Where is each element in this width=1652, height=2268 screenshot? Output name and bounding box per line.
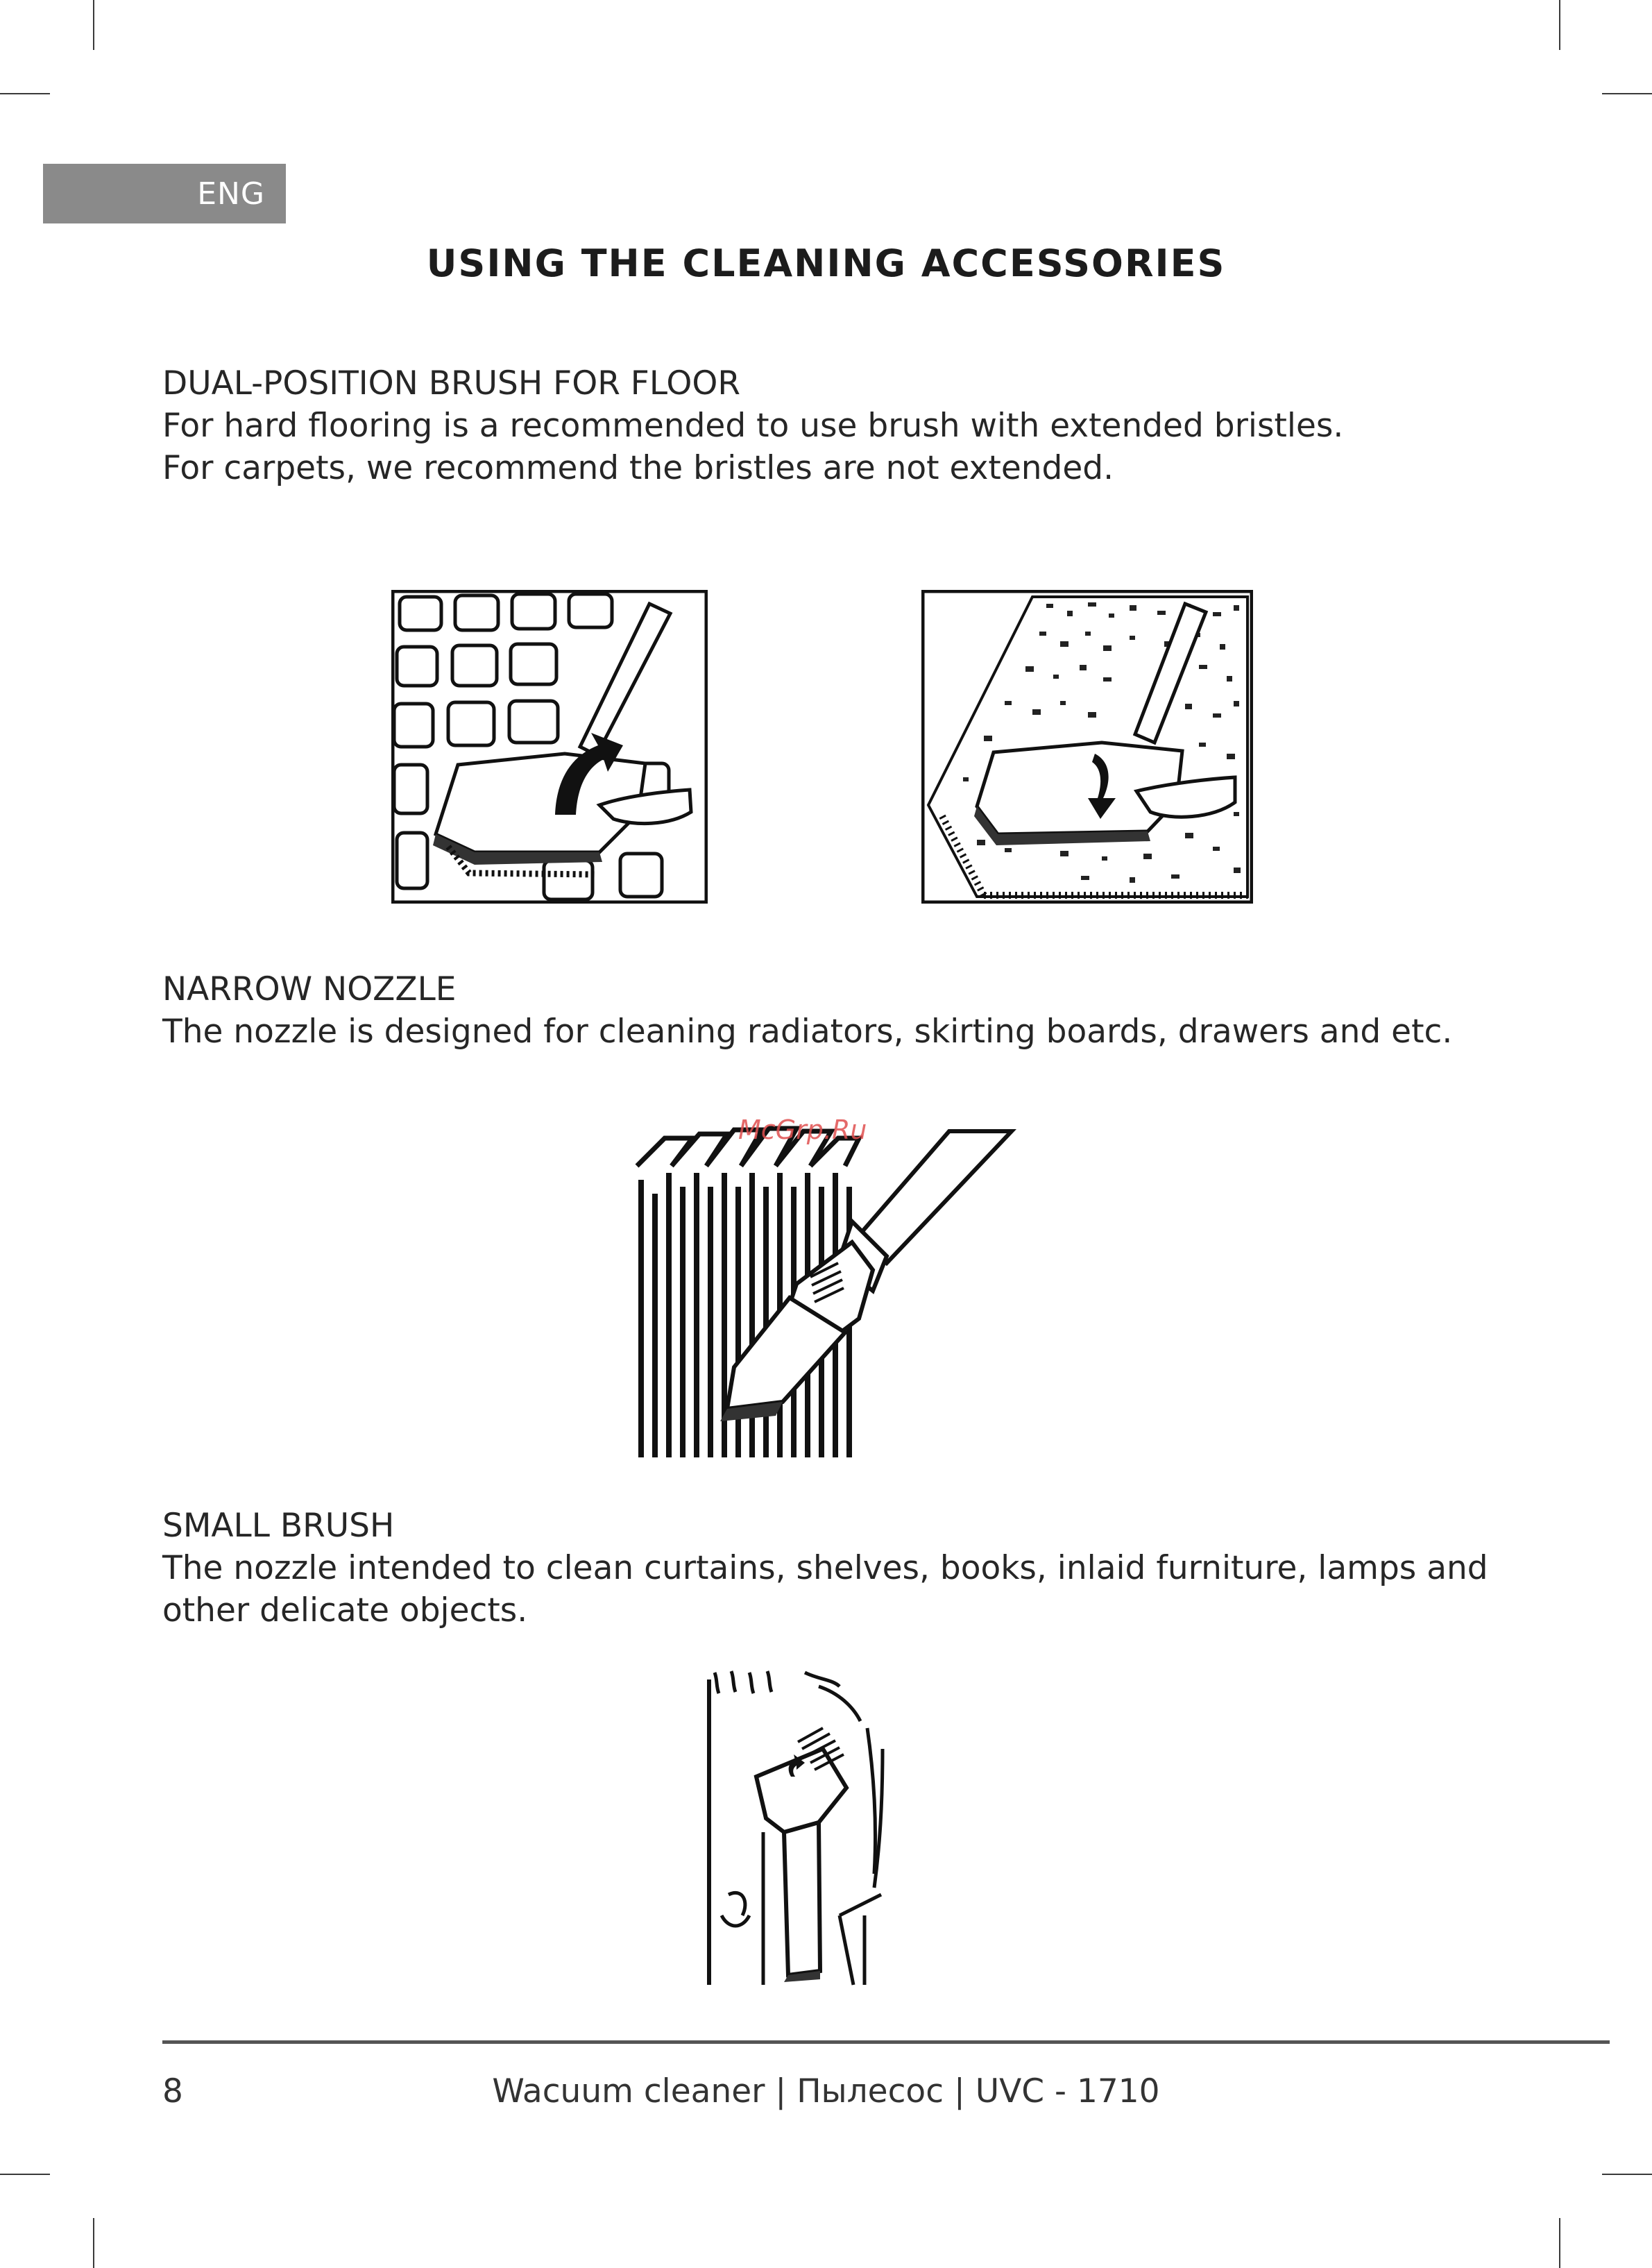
crop-mark bbox=[0, 93, 50, 94]
hard-floor-brush-illustration bbox=[391, 590, 708, 904]
section-heading: SMALL BRUSH bbox=[162, 1507, 395, 1545]
footer-caption: Wacuum cleaner | Пылесос | UVC - 1710 bbox=[492, 2072, 1160, 2110]
section-narrow-nozzle bbox=[162, 968, 1515, 1053]
language-tab bbox=[43, 164, 286, 223]
section-text-line: other delicate objects. bbox=[162, 1591, 528, 1630]
radiator-nozzle-illustration bbox=[623, 1110, 1025, 1478]
crop-mark bbox=[0, 2174, 50, 2175]
section-small-brush bbox=[162, 1505, 1515, 1632]
carpet-brush-illustration bbox=[921, 590, 1253, 904]
section-text-line: For hard flooring is a recommended to use brush with extended bristles. bbox=[162, 407, 1344, 445]
language-label: ENG bbox=[197, 176, 265, 212]
section-text-line: The nozzle intended to clean curtains, shelves, books, inlaid furniture, lamps and bbox=[162, 1549, 1488, 1587]
section-text-line: For carpets, we recommend the bristles are not extended. bbox=[162, 449, 1114, 487]
watermark: McGrp.Ru bbox=[738, 1115, 867, 1145]
curtain-brush-illustration bbox=[701, 1666, 930, 1992]
crop-mark bbox=[93, 2218, 94, 2268]
crop-mark bbox=[1559, 2218, 1560, 2268]
footer-divider bbox=[162, 2040, 1610, 2044]
section-text-line: The nozzle is designed for cleaning radiators, skirting boards, drawers and etc. bbox=[162, 1013, 1453, 1051]
crop-mark bbox=[1602, 93, 1652, 94]
crop-mark bbox=[93, 0, 94, 50]
page-number: 8 bbox=[162, 2072, 183, 2110]
section-heading: DUAL-POSITION BRUSH FOR FLOOR bbox=[162, 364, 740, 403]
crop-mark bbox=[1559, 0, 1560, 50]
section-heading: NARROW NOZZLE bbox=[162, 970, 457, 1008]
page-title: USING THE CLEANING ACCESSORIES bbox=[426, 242, 1226, 285]
section-dual-position-brush bbox=[162, 362, 1515, 489]
crop-mark bbox=[1602, 2174, 1652, 2175]
